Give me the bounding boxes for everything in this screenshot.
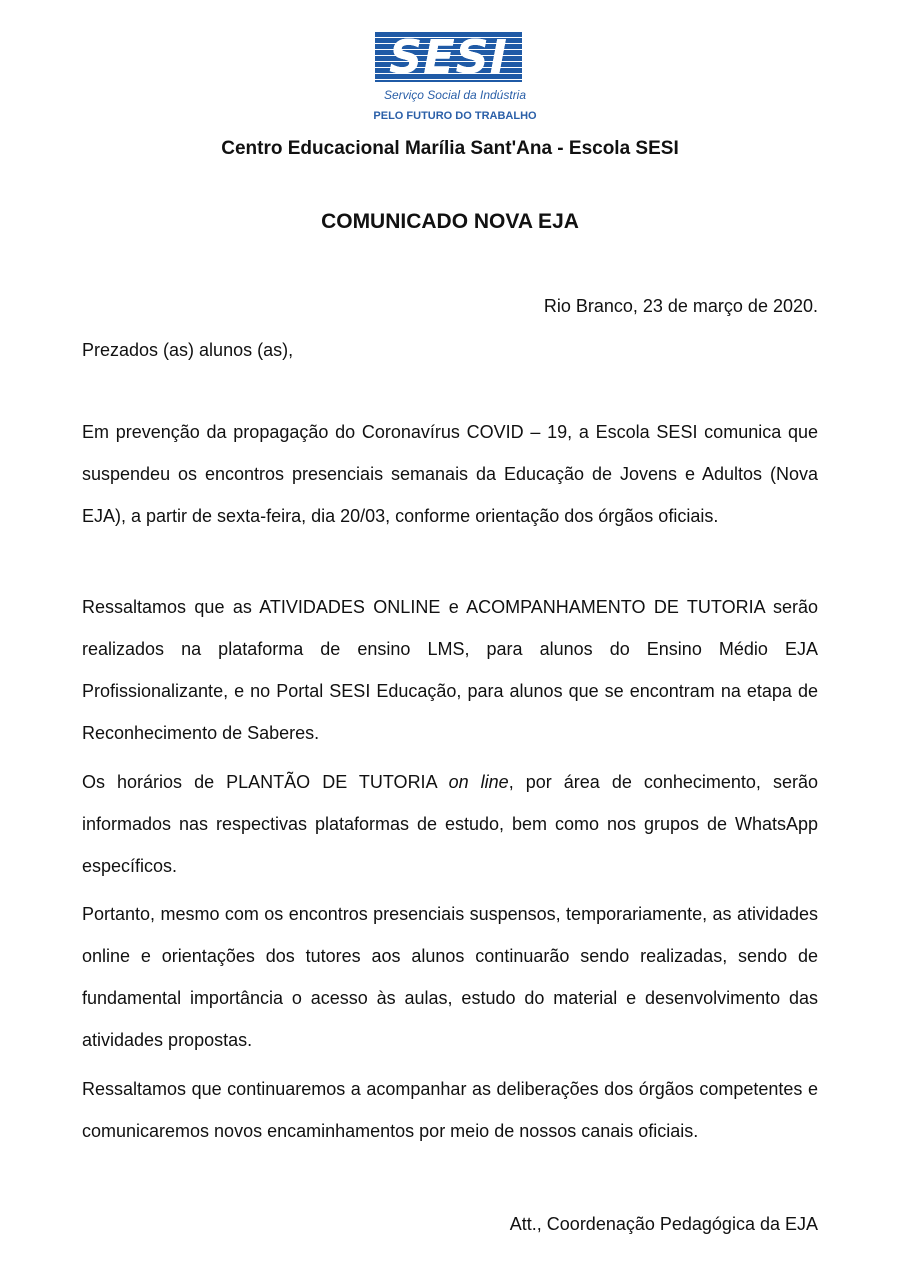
paragraph-3-text-before: Os horários de PLANTÃO DE TUTORIA	[82, 772, 449, 792]
greeting: Prezados (as) alunos (as),	[82, 340, 294, 360]
paragraph-3-text-after: , por área de conhecimento, serão informados nas respectivas plataformas de estudo, bem como nos grupos de WhatsApp específicos.	[82, 772, 818, 876]
paragraph-3-italic: on line	[448, 772, 509, 792]
paragraph-2: Ressaltamos que as ATIVIDADES ONLINE e ACOMPANHAMENTO DE TUTORIA serão realizados na plataforma de ensino LMS, para alunos do Ensino Médio EJA Profissionalizante, e no Portal SESI Educação, para alunos que se encontram na etapa de Reconhecimento de Saberes.	[82, 597, 818, 743]
paragraph-5: Ressaltamos que continuaremos a acompanhar as deliberações dos órgãos competentes e comunicaremos novos encaminhamentos por meio de nossos canais oficiais.	[82, 1079, 818, 1141]
paragraph-4: Portanto, mesmo com os encontros presenciais suspensos, temporariamente, as atividades online e orientações dos tutores aos alunos continuarão sendo realizadas, sendo de fundamental importância o acesso às aulas, estudo do material e desenvolvimento das atividades propostas.	[82, 904, 818, 1050]
school-name: Centro Educacional Marília Sant'Ana - Escola SESI	[221, 138, 679, 159]
logo-motto: PELO FUTURO DO TRABALHO	[373, 110, 537, 122]
document-title: COMUNICADO NOVA EJA	[321, 210, 579, 233]
date-line: Rio Branco, 23 de março de 2020.	[543, 296, 818, 316]
sesi-logo-word: SESI	[389, 32, 508, 82]
signature: Att., Coordenação Pedagógica da EJA	[509, 1214, 818, 1234]
logo-subtitle: Serviço Social da Indústria	[383, 88, 527, 102]
paragraph-1: Em prevenção da propagação do Coronavírus COVID – 19, a Escola SESI comunica que suspendeu os encontros presenciais semanais da Educação de Jovens e Adultos (Nova EJA), a partir de sexta-feira, dia 20/03, conforme orientação dos órgãos oficiais.	[82, 422, 818, 526]
sesi-logo	[350, 28, 560, 128]
sesi-logo-mark	[375, 32, 522, 82]
paragraph-3	[82, 761, 818, 887]
